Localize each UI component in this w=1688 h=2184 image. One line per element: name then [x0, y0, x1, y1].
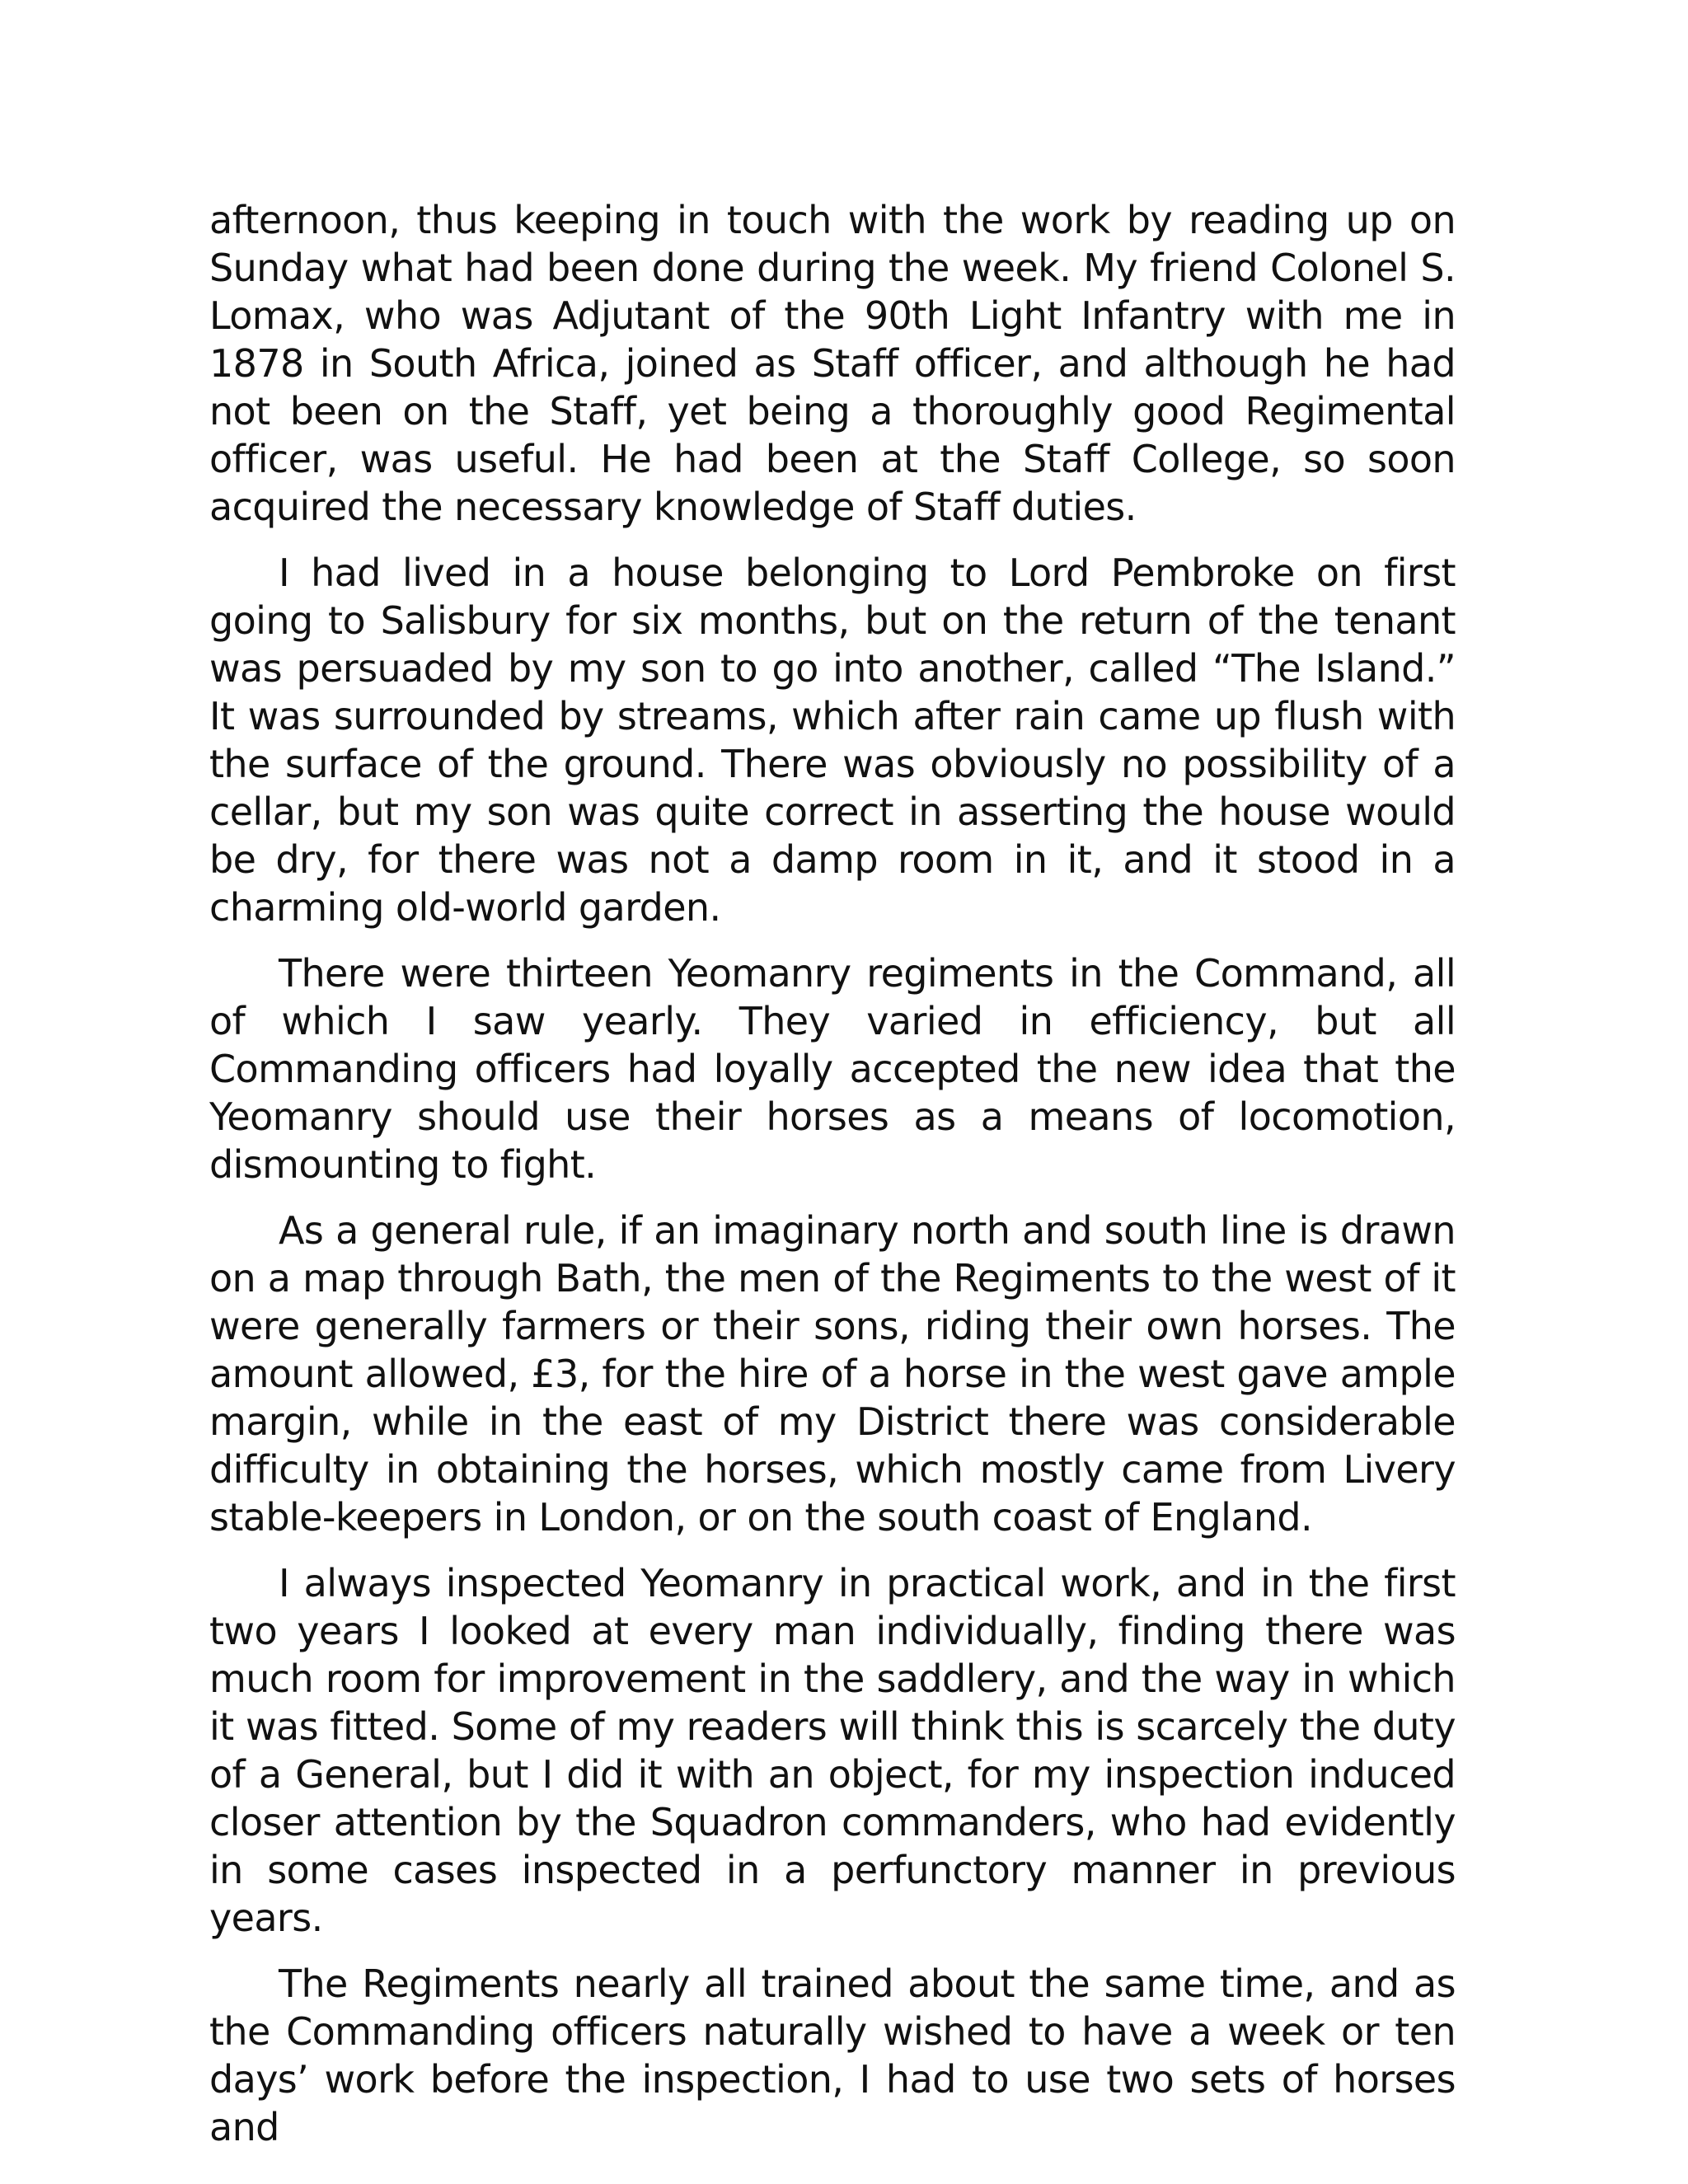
- paragraph-3: There were thirteen Yeomanry regiments in the Command, all of which I saw yearly. They varied in efficiency, but all Commanding officers had loyally accepted the new idea that the Yeomanry should use their horses as a means of locomotion, dismounting to fight.: [209, 951, 1456, 1187]
- paragraph-2: I had lived in a house belonging to Lord Pembroke on first going to Salisbury for six months, but on the return of the tenant was persuaded by my son to go into another, called “The Island.” It was surrounded by streams, which after rain came up flush with the surface of the ground. There was obviously no possibility of a cellar, but my son was quite correct in asserting the house would be dry, for there was not a damp room in it, and it stood in a charming old-world garden.: [209, 551, 1456, 930]
- paragraph-6: The Regiments nearly all trained about the same time, and as the Commanding officers naturally wished to have a week or ten days’ work before the inspection, I had to use two sets of horses and: [209, 1961, 1456, 2149]
- paragraph-1: afternoon, thus keeping in touch with the work by reading up on Sunday what had been done during the week. My friend Colonel S. Lomax, who was Adjutant of the 90th Light Infantry with me in 1878 in South Africa, joined as Staff officer, and although he had not been on the Staff, yet being a thoroughly good Regimental officer, was useful. He had been at the Staff College, so soon acquired the necessary knowledge of Staff duties.: [209, 198, 1456, 529]
- paragraph-5: I always inspected Yeomanry in practical work, and in the first two years I looked at every man individually, finding there was much room for improvement in the saddlery, and the way in which it was fitted. Some of my readers will think this is scarcely the duty of a General, but I did it with an object, for my inspection induced closer attention by the Squadron commanders, who had evidently in some cases inspected in a perfunctory manner in previous years.: [209, 1561, 1456, 1940]
- document-page: [209, 196, 1456, 2151]
- paragraph-4: As a general rule, if an imaginary north and south line is drawn on a map through Bath, the men of the Regiments to the west of it were generally farmers or their sons, riding their own horses. The amount allowed, £3, for the hire of a horse in the west gave ample margin, while in the east of my District there was considerable difficulty in obtaining the horses, which mostly came from Livery stable-keepers in London, or on the south coast of England.: [209, 1208, 1456, 1540]
